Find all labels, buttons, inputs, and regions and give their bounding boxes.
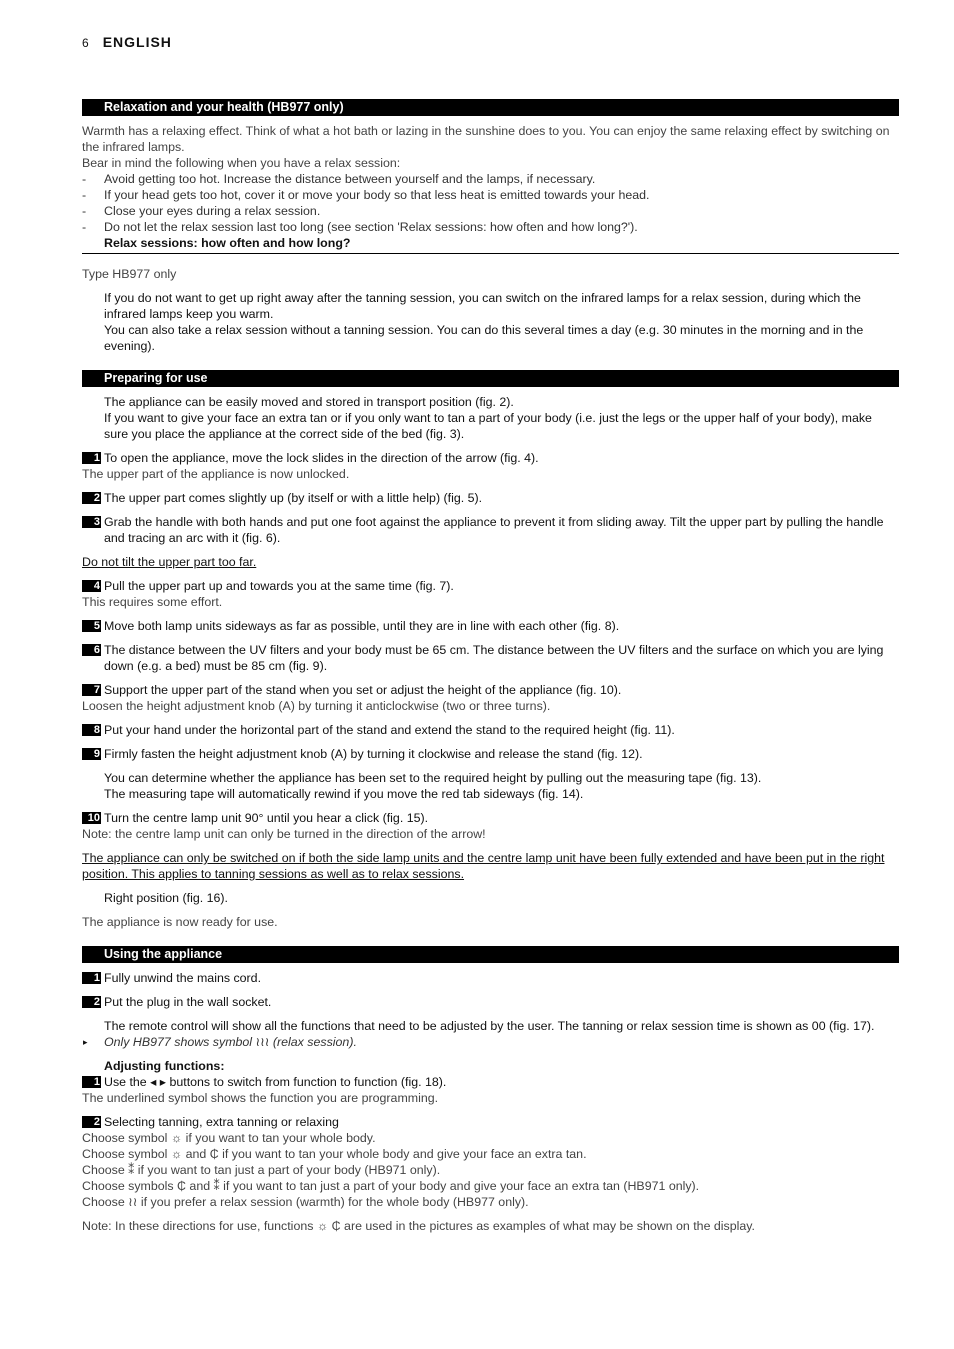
page-header <box>82 34 172 52</box>
step-text: Support the upper part of the stand when you set or adjust the height of the appliance (fig. 10). <box>104 683 622 697</box>
step-text: Fully unwind the mains cord. <box>104 971 262 985</box>
step-number: 2 <box>82 996 101 1008</box>
step-7 <box>82 682 899 698</box>
adjust-step-1 <box>82 1074 899 1090</box>
step-text: The distance between the UV filters and your body must be 65 cm. The distance between the UV filters and the surface on which you are lying down (e.g. a bed) must be 85 cm (fig. 9). <box>104 643 884 673</box>
section-header-relaxation: Relaxation and your health (HB977 only) <box>82 99 899 116</box>
step-number: 1 <box>82 1076 101 1088</box>
step-number: 2 <box>82 492 101 504</box>
step-number: 10 <box>82 812 101 824</box>
remote-note: The remote control will show all the functions that need to be adjusted by the user. The tanning or relax session time is shown as 00 (fig. 17). <box>104 1019 875 1033</box>
step-note: Loosen the height adjustment knob (A) by turning it anticlockwise (two or three turns). <box>82 699 551 713</box>
step-number: 9 <box>82 748 101 760</box>
subsection-relax-sessions: Relax sessions: how often and how long? <box>82 235 899 254</box>
step-3 <box>82 514 899 546</box>
list-item: - If your head gets too hot, cover it or move your body so that less heat is emitted towards your head. <box>82 187 899 203</box>
step-note: The upper part of the appliance is now unlocked. <box>82 467 350 481</box>
step-number: 1 <box>82 452 101 464</box>
step-number: 5 <box>82 620 101 632</box>
relax-lead: Bear in mind the following when you have a relax session: <box>82 156 401 170</box>
step-number: 6 <box>82 644 101 656</box>
relax-tips-list <box>82 171 899 235</box>
step-text: Firmly fasten the height adjustment knob (A) by turning it clockwise and release the stand (fig. 12). <box>104 747 643 761</box>
prep-intro-2: If you want to give your face an extra tan or if you only want to tan a part of your body (i.e. just the legs or the upper half of your body), make sure you place the appliance at the correct side of the bed (fig. 3). <box>104 411 872 441</box>
section-header-using: Using the appliance <box>82 946 899 963</box>
relax-intro: Warmth has a relaxing effect. Think of what a hot bath or lazing in the sunshine does to you. You can enjoy the same relaxing effect by switching on the infrared lamps. <box>82 124 890 154</box>
warning-text: Do not tilt the upper part too far. <box>82 555 257 569</box>
using-step-2 <box>82 994 899 1010</box>
list-item: Choose ⁑ if you want to tan just a part of your body (HB971 only). <box>82 1163 441 1177</box>
list-item: - Do not let the relax session last too long (see section 'Relax sessions: how often and how long?'). <box>82 219 899 235</box>
step-note: The underlined symbol shows the function you are programming. <box>82 1091 439 1105</box>
list-item: Choose symbol ☼ if you want to tan your whole body. <box>82 1131 376 1145</box>
step-10 <box>82 810 899 826</box>
relax-para-2: You can also take a relax session without a tanning session. You can do this several times a day (e.g. 30 minutes in the morning and in the evening). <box>104 323 864 353</box>
step-text: Turn the centre lamp unit 90° until you hear a click (fig. 15). <box>104 811 429 825</box>
step-text: Use the ◂ ▸ buttons to switch from function to function (fig. 18). <box>104 1075 447 1089</box>
final-note: Note: In these directions for use, functions ☼ ₵ are used in the pictures as examples of what may be shown on the display. <box>82 1219 756 1233</box>
step-9 <box>82 746 899 762</box>
warning-text: The appliance can only be switched on if both the side lamp units and the centre lamp unit have been fully extended and have been put in the right position. This applies to tanning sessions as well as to relax sessions. <box>82 851 885 881</box>
step-number: 8 <box>82 724 101 736</box>
step-2 <box>82 490 899 506</box>
step-4 <box>82 578 899 594</box>
relax-para-1: If you do not want to get up right away after the tanning session, you can switch on the infrared lamps for a relax session, during which the infrared lamps keep you warm. <box>104 291 861 321</box>
step-text: Put your hand under the horizontal part of the stand and extend the stand to the required height (fig. 11). <box>104 723 675 737</box>
prep-intro-1: The appliance can be easily moved and stored in transport position (fig. 2). <box>104 395 514 409</box>
hb977-note <box>82 1034 899 1050</box>
using-step-1 <box>82 970 899 986</box>
step-1 <box>82 450 899 466</box>
list-item: - Avoid getting too hot. Increase the distance between yourself and the lamps, if necessary. <box>82 171 899 187</box>
step-text: Move both lamp units sideways as far as possible, until they are in line with each other (fig. 8). <box>104 619 620 633</box>
triangle-bullet-icon: ▸ <box>83 1037 88 1047</box>
type-note: Type HB977 only <box>82 267 177 281</box>
step-number: 3 <box>82 516 101 528</box>
step-number: 7 <box>82 684 101 696</box>
tape-note-2: The measuring tape will automatically rewind if you move the red tab sideways (fig. 14). <box>104 787 584 801</box>
adjust-step-2 <box>82 1114 899 1130</box>
step-number: 1 <box>82 972 101 984</box>
step-6 <box>82 642 899 674</box>
list-item: Choose ≀≀ if you prefer a relax session (warmth) for the whole body (HB977 only). <box>82 1195 529 1209</box>
step-text: Pull the upper part up and towards you at the same time (fig. 7). <box>104 579 454 593</box>
adjusting-title: Adjusting functions: <box>104 1059 225 1073</box>
page-number: 6 <box>82 36 89 50</box>
step-text: The upper part comes slightly up (by itself or with a little help) (fig. 5). <box>104 491 483 505</box>
step-8 <box>82 722 899 738</box>
step-text: Selecting tanning, extra tanning or relaxing <box>104 1115 339 1129</box>
right-position: Right position (fig. 16). <box>104 891 228 905</box>
list-item: Choose symbol ☼ and ₵ if you want to tan your whole body and give your face an extra tan. <box>82 1147 587 1161</box>
list-item: Choose symbols ₵ and ⁑ if you want to tan just a part of your body and give your face an extra tan (HB971 only). <box>82 1179 700 1193</box>
step-text: To open the appliance, move the lock slides in the direction of the arrow (fig. 4). <box>104 451 539 465</box>
step-note: This requires some effort. <box>82 595 223 609</box>
ready-note: The appliance is now ready for use. <box>82 915 278 929</box>
step-note: Note: the centre lamp unit can only be turned in the direction of the arrow! <box>82 827 486 841</box>
hb977-note-text: Only HB977 shows symbol ≀≀≀ (relax session). <box>104 1035 357 1049</box>
step-number: 4 <box>82 580 101 592</box>
list-item: - Close your eyes during a relax session. <box>82 203 899 219</box>
warning-tilt <box>82 554 899 570</box>
page-content <box>82 99 899 1234</box>
language-label: ENGLISH <box>102 34 172 50</box>
step-text: Put the plug in the wall socket. <box>104 995 272 1009</box>
section-header-preparing: Preparing for use <box>82 370 899 387</box>
warning-switch <box>82 850 899 882</box>
step-number: 2 <box>82 1116 101 1128</box>
choices-list <box>82 1130 899 1210</box>
step-5 <box>82 618 899 634</box>
step-text: Grab the handle with both hands and put one foot against the appliance to prevent it from sliding away. Tilt the upper part by pulling the handle and tracing an arc with it (fig. 6). <box>104 515 884 545</box>
tape-note-1: You can determine whether the appliance has been set to the required height by pulling out the measuring tape (fig. 13). <box>104 771 762 785</box>
